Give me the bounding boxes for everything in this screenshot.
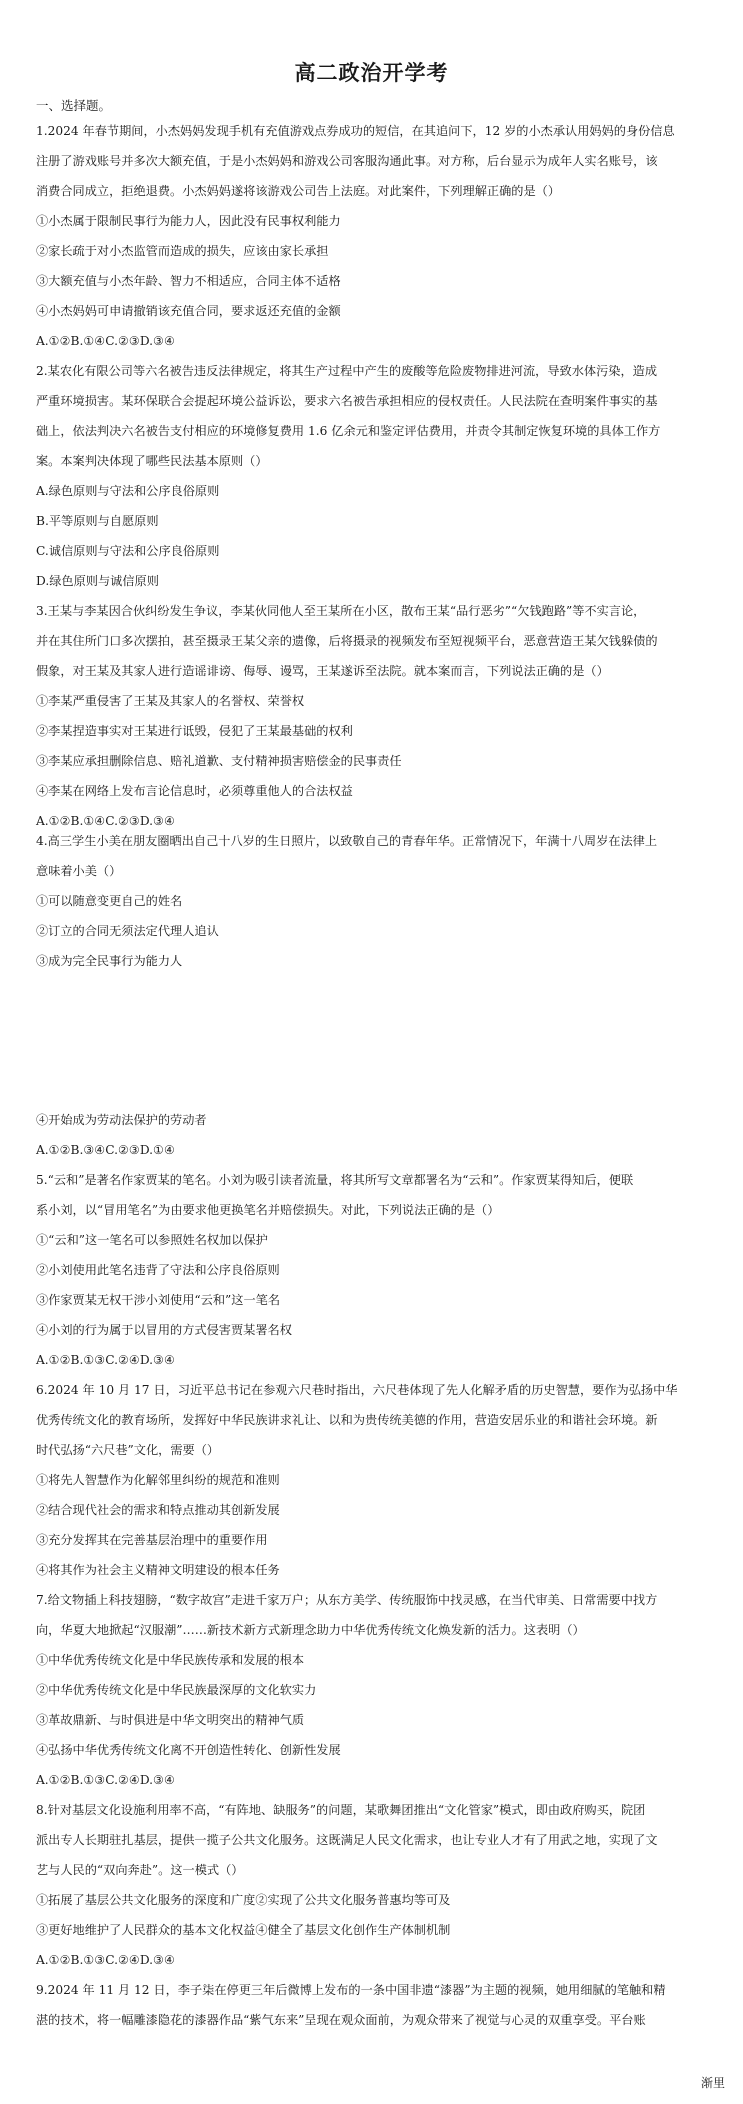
question-8-option: ①拓展了基层公共文化服务的深度和广度②实现了公共文化服务普惠均等可及 [36, 1893, 451, 1907]
question-5-option: ②小刘使用此笔名违背了守法和公序良俗原则 [36, 1263, 280, 1277]
question-6-option: ③充分发挥其在完善基层治理中的重要作用 [36, 1533, 268, 1547]
question-8-stem-line: 艺与人民的“双向奔赴”。这一模式（） [36, 1863, 244, 1877]
question-4 [36, 826, 707, 976]
question-5-option: ①“云和”这一笔名可以参照姓名权加以保护 [36, 1233, 268, 1247]
question-2-option: A.绿色原则与守法和公序良俗原则 [36, 484, 220, 498]
question-7-option: ②中华优秀传统文化是中华民族最深厚的文化软实力 [36, 1683, 317, 1697]
question-5 [36, 1165, 707, 1375]
question-5-option: ④小刘的行为属于以冒用的方式侵害贾某署名权 [36, 1323, 292, 1337]
question-3-stem-line: 并在其住所门口多次摆拍，甚至摄录王某父亲的遗像，后将摄录的视频发布至短视频平台，恶意营造王某欠钱躲债的 [36, 634, 658, 648]
question-3-answer-choices: A.①②B.①④C.②③D.③④ [36, 814, 175, 828]
question-9 [36, 1975, 707, 2035]
question-3-option: ①李某严重侵害了王某及其家人的名誉权、荣誉权 [36, 694, 305, 708]
question-7-option: ④弘扬中华优秀传统文化离不开创造性转化、创新性发展 [36, 1743, 341, 1757]
question-2-stem-line: 严重环境损害。某环保联合会提起环境公益诉讼，要求六名被告承担相应的侵权责任。人民法院在查明案件事实的基 [36, 394, 658, 408]
question-2-stem-line: 2.某农化有限公司等六名被告违反法律规定，将其生产过程中产生的废酸等危险废物排进河流，导致水体污染，造成 [36, 364, 658, 378]
question-8-answer-choices: A.①②B.①③C.②④D.③④ [36, 1953, 175, 1967]
question-7-stem-line: 向，华夏大地掀起“汉服潮”……新技术新方式新理念助力中华优秀传统文化焕发新的活力。这表明（） [36, 1623, 585, 1637]
question-1-stem-line: 消费合同成立，拒绝退费。小杰妈妈遂将该游戏公司告上法庭。对此案件，下列理解正确的是（） [36, 184, 561, 198]
question-9-stem-line: 9.2024 年 11 月 12 日，李子柒在停更三年后微博上发布的一条中国非遗“漆器”为主题的视频，她用细腻的笔触和精 [36, 1983, 666, 1997]
question-6-option: ④将其作为社会主义精神文明建设的根本任务 [36, 1563, 280, 1577]
question-6-option: ②结合现代社会的需求和特点推动其创新发展 [36, 1503, 280, 1517]
question-1-option: ②家长疏于对小杰监管而造成的损失，应该由家长承担 [36, 244, 329, 258]
question-5-stem-line: 5.“云和”是著名作家贾某的笔名。小刘为吸引读者流量，将其所写文章都署名为“云和”。作家贾某得知后，便联 [36, 1173, 634, 1187]
question-2 [36, 356, 707, 596]
question-6 [36, 1375, 707, 1585]
question-5-option: ③作家贾某无权干涉小刘使用“云和”这一笔名 [36, 1293, 281, 1307]
question-8-stem-line: 派出专人长期驻扎基层，提供一揽子公共文化服务。这既满足人民文化需求，也让专业人才有了用武之地，实现了文 [36, 1833, 658, 1847]
question-4-option: ④开始成为劳动法保护的劳动者 [36, 1113, 207, 1127]
question-1-stem-line: 注册了游戏账号并多次大额充值，于是小杰妈妈和游戏公司客服沟通此事。对方称，后台显示为成年人实名账号，该 [36, 154, 658, 168]
question-2-stem-line: 案。本案判决体现了哪些民法基本原则（） [36, 454, 268, 468]
question-4-continued [36, 1105, 707, 1165]
question-7 [36, 1585, 707, 1795]
question-2-option: C.诚信原则与守法和公序良俗原则 [36, 544, 220, 558]
question-3-stem-line: 3.王某与李某因合伙纠纷发生争议，李某伙同他人至王某所在小区，散布王某“品行恶劣”“欠钱跑路”等不实言论， [36, 604, 646, 618]
question-6-stem-line: 6.2024 年 10 月 17 日，习近平总书记在参观六尺巷时指出，六尺巷体现了先人化解矛盾的历史智慧，要作为弘扬中华 [36, 1383, 678, 1397]
question-6-option: ①将先人智慧作为化解邻里纠纷的规范和准则 [36, 1473, 280, 1487]
question-7-stem-line: 7.给文物插上科技翅膀，“数字故宫”走进千家万户；从东方美学、传统服饰中找灵感，在当代审美、日常需要中找方 [36, 1593, 658, 1607]
question-8 [36, 1795, 707, 1975]
question-9-stem-line: 湛的技术，将一幅雕漆隐花的漆器作品“紫气东来”呈现在观众面前，为观众带来了视觉与心灵的双重享受。平台账 [36, 2013, 646, 2027]
question-1-option: ①小杰属于限制民事行为能力人，因此没有民事权利能力 [36, 214, 341, 228]
question-7-option: ③革故鼎新、与时俱进是中华文明突出的精神气质 [36, 1713, 305, 1727]
footer-watermark: 渐里 [700, 2076, 725, 2090]
question-7-answer-choices: A.①②B.①③C.②④D.③④ [36, 1773, 175, 1787]
question-4-option: ①可以随意变更自己的姓名 [36, 894, 183, 908]
question-1-answer-choices: A.①②B.①④C.②③D.③④ [36, 334, 175, 348]
question-3-option: ③李某应承担删除信息、赔礼道歉、支付精神损害赔偿金的民事责任 [36, 754, 402, 768]
question-7-option: ①中华优秀传统文化是中华民族传承和发展的根本 [36, 1653, 305, 1667]
question-4-answer-choices: A.①②B.③④C.②③D.①④ [36, 1143, 175, 1157]
section-heading: 一、选择题。 [36, 98, 112, 113]
question-3 [36, 596, 707, 836]
question-2-option: B.平等原则与自愿原则 [36, 514, 159, 528]
question-2-stem-line: 础上，依法判决六名被告支付相应的环境修复费用 1.6 亿余元和鉴定评估费用，并责令其制定恢复环境的具体工作方 [36, 424, 661, 438]
question-4-stem-line: 意味着小美（） [36, 864, 122, 878]
question-6-stem-line: 时代弘扬“六尺巷”文化，需要（） [36, 1443, 220, 1457]
question-6-stem-line: 优秀传统文化的教育场所，发挥好中华民族讲求礼让、以和为贵传统美德的作用，营造安居乐业的和谐社会环境。新 [36, 1413, 658, 1427]
question-2-option: D.绿色原则与诚信原则 [36, 574, 159, 588]
question-5-stem-line: 系小刘，以“冒用笔名”为由要求他更换笔名并赔偿损失。对此，下列说法正确的是（） [36, 1203, 500, 1217]
question-8-option: ③更好地维护了人民群众的基本文化权益④健全了基层文化创作生产体制机制 [36, 1923, 451, 1937]
question-4-stem-line: 4.高三学生小美在朋友圈晒出自己十八岁的生日照片，以致敬自己的青春年华。正常情况下，年满十八周岁在法律上 [36, 834, 658, 848]
question-1-option: ④小杰妈妈可申请撤销该充值合同，要求返还充值的金额 [36, 304, 341, 318]
question-4-option: ②订立的合同无须法定代理人追认 [36, 924, 219, 938]
question-3-option: ②李某捏造事实对王某进行诋毁，侵犯了王某最基础的权利 [36, 724, 353, 738]
page-title: 高二政治开学考 [294, 61, 449, 85]
question-1-option: ③大额充值与小杰年龄、智力不相适应，合同主体不适格 [36, 274, 341, 288]
question-1-stem-line: 1.2024 年春节期间，小杰妈妈发现手机有充值游戏点券成功的短信，在其追问下，12 岁的小杰承认用妈妈的身份信息 [36, 124, 675, 138]
question-8-stem-line: 8.针对基层文化设施利用率不高，“有阵地、缺服务”的问题，某歌舞团推出“文化管家”模式，即由政府购买，院团 [36, 1803, 646, 1817]
question-4-option: ③成为完全民事行为能力人 [36, 954, 183, 968]
question-1 [36, 116, 707, 356]
question-5-answer-choices: A.①②B.①③C.②④D.③④ [36, 1353, 175, 1367]
question-3-stem-line: 假象，对王某及其家人进行造谣诽谤、侮辱、谩骂，王某遂诉至法院。就本案而言，下列说法正确的是（） [36, 664, 609, 678]
question-3-option: ④李某在网络上发布言论信息时，必须尊重他人的合法权益 [36, 784, 353, 798]
